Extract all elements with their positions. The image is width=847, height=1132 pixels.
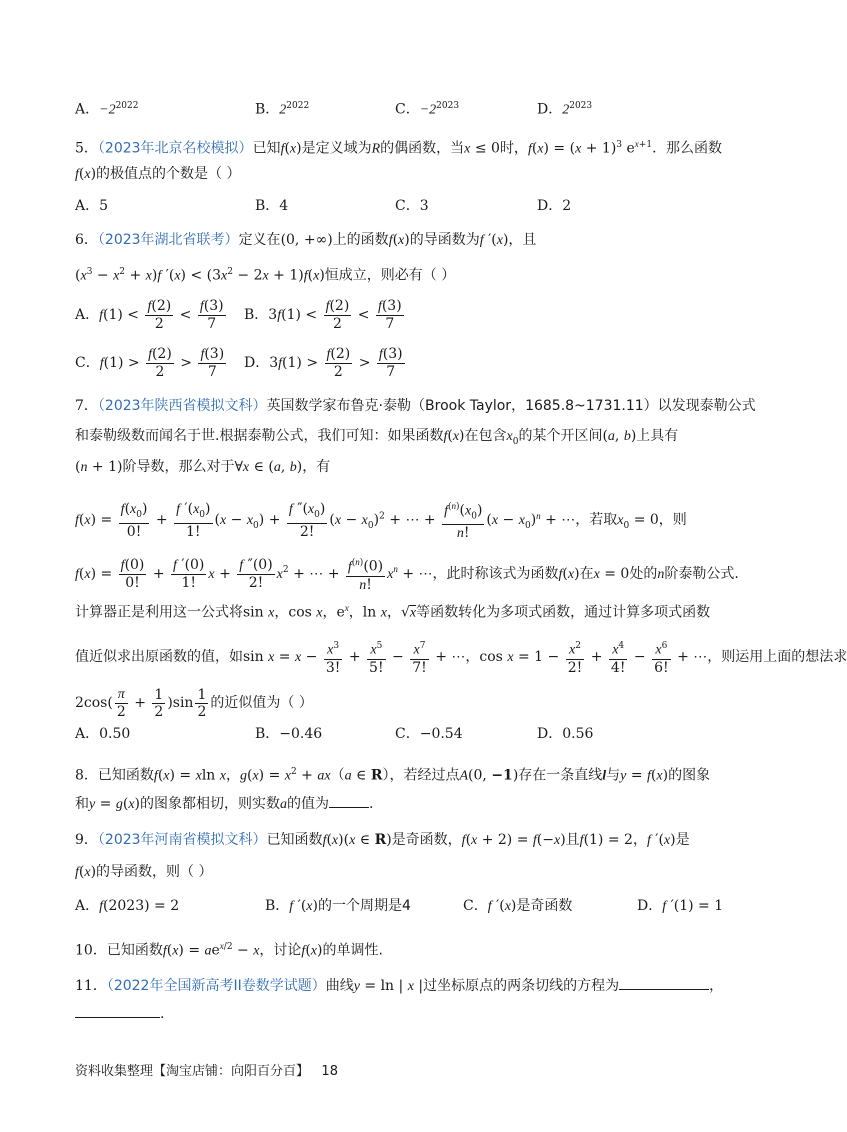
- q9-option-b: B．f ′(x)的一个周期是4: [265, 898, 411, 914]
- q7-stem-line1: 7．（2023年陕西省模拟文科）英国数学家布鲁克·泰勒（Brook Taylor，1685.8~1731.11）以发现泰勒公式: [75, 398, 756, 414]
- q9-option-a: A．f(2023) = 2: [75, 898, 180, 914]
- q7-option-c: C．−0.54: [395, 726, 463, 742]
- q5-option-a: A．5: [75, 198, 109, 214]
- q5-option-b: B．4: [255, 198, 289, 214]
- q11-answer-blank-2[interactable]: [75, 1017, 160, 1018]
- q9-stem-line2: f(x)的导函数，则（ ）: [75, 864, 213, 880]
- q11-stem-line2: .: [75, 1004, 740, 1024]
- q9-option-c: C．f ′(x)是奇函数: [463, 898, 573, 914]
- q9-option-d: D．f ′(1) = 1: [637, 898, 724, 914]
- q8-answer-blank[interactable]: [329, 807, 369, 808]
- q6-option-d: D．3f(1) > $\frac{f(2)}{2}$ > $\frac{f(3)}{7}$: [244, 346, 403, 380]
- q6-option-c: C．f(1) > $\frac{f(2)}{2}$ > $\frac{f(3)}{7}$: [75, 346, 225, 380]
- q11-answer-blank-1[interactable]: [619, 989, 709, 990]
- page-number: 18: [321, 1064, 338, 1079]
- q6-option-a: A．f(1) < $\frac{f(2)}{2}$ < $\frac{f(3)}{7}$: [75, 298, 224, 332]
- q7-stem-line6: 计算器正是利用这一公式将sin x，cos x，$e^x$，ln x，√x等函数转化为多项式函数，通过计算多项式函数: [75, 603, 711, 621]
- q7-stem-line7: 值近似求出原函数的值，如sin x = x − $\frac{x^3}{3!}$ + $\frac{x^5}{5!}$ − $\frac{x^7}{7!}$ + ⋯，cos x = 1 − $\frac{x^2}{2!}$ + $\frac{x^4}{4!}$ − $\frac{x^6}{6!}$ + ⋯，则运用上面的想法求: [75, 638, 740, 676]
- q6-stem-line1: 6．（2023年湖北省联考）定义在(0, +∞)上的函数f(x)的导函数为f ′(x)，且: [75, 232, 537, 248]
- q5-option-c: C．3: [395, 198, 429, 214]
- q7-taylor-general: f(x) = $\frac{f(x_0)}{0!}$ + $\frac{f '(x_0)}{1!}$ $(x - x_0)$ + $\frac{f ''(x_0)}{2!}$ $(x - x_0)^2$ + ⋯ + $\frac{f^{(n)}(x_0)}{n!}$ $(x - x_0)^n$ + ⋯，若取$x_0 = 0$，则: [75, 498, 740, 542]
- q4-option-b: B．$2^{2022}$: [255, 101, 310, 118]
- q6-option-b: B．3f(1) < $\frac{f(2)}{2}$ < $\frac{f(3)}{7}$: [244, 298, 402, 332]
- q8-stem-line2: 和y = g(x)的图象都相切，则实数a的值为 .: [75, 796, 374, 812]
- q5-stem-line1: 5．（2023年北京名校模拟）已知f(x)是定义域为R的偶函数，当x ≤ 0时，$f(x) = (x + 1)^3$ $e^{x+1}$．那么函数: [75, 139, 723, 157]
- q7-stem-line3: (n + 1)阶导数，那么对于∀x ∈ (a, b)，有: [75, 459, 331, 475]
- q10-stem: 10．已知函数$f(x) = ae^{x/2} - x$，讨论f(x)的单调性.: [75, 941, 383, 959]
- q5-source: （2023年北京名校模拟）: [97, 140, 253, 157]
- q7-taylor-maclaurin: f(x) = $\frac{f(0)}{0!}$ + $\frac{f '(0)}{1!}$ x + $\frac{f ''(0)}{2!}$ $x^2$ + ⋯ + $\frac{f^{(n)}(0)}{n!}$ $x^n$ + ⋯，此时称该式为函数f(x)在x = 0处的n阶泰勒公式.: [75, 554, 740, 594]
- q5-option-d: D．2: [537, 198, 572, 214]
- q4-option-d: D．$2^{2023}$: [537, 101, 593, 118]
- q7-option-b: B．−0.46: [255, 726, 323, 742]
- q7-stem-line8: 2cos( $\frac{\pi}{2}$ + $\frac{1}{2}$ )sin $\frac{1}{2}$ 的近似值为（ ）: [75, 686, 313, 720]
- q5-stem-line2: f(x)的极值点的个数是（ ）: [75, 166, 241, 182]
- q4-option-a: A．$-2^{2022}$: [75, 101, 139, 118]
- q4-option-c: C．$-2^{2023}$: [395, 101, 460, 118]
- q11-stem: 11．（2022年全国新高考II卷数学试题）曲线y = ln | x |过坐标原点的两条切线的方程为 ，: [75, 978, 724, 994]
- q7-option-a: A．0.50: [75, 726, 131, 742]
- page-footer: 资料收集整理【淘宝店铺：向阳百分百】 18: [75, 1064, 338, 1079]
- q6-stem-line2: $(x^3 - x^2 + x)f$ $'(x) < (3x^2 - 2x + 1)f(x)$恒成立，则必有（ ）: [75, 267, 456, 284]
- q7-stem-line2: 和泰勒级数而闻名于世.根据泰勒公式，我们可知：如果函数f(x)在包含$x_0$的某个开区间(a, b)上具有: [75, 428, 679, 447]
- q9-stem-line1: 9．（2023年河南省模拟文科）已知函数f(x)(x ∈ R)是奇函数，f(x + 2) = f(−x)且f(1) = 2，f ′(x)是: [75, 832, 690, 848]
- q8-stem-line1: 8．已知函数f(x) = xln x，$g(x) = x^2 + ax(a$ ∈ R），若经过点A(0, −1)存在一条直线l与y = f(x)的图象: [75, 767, 711, 784]
- q7-option-d: D．0.56: [537, 726, 594, 742]
